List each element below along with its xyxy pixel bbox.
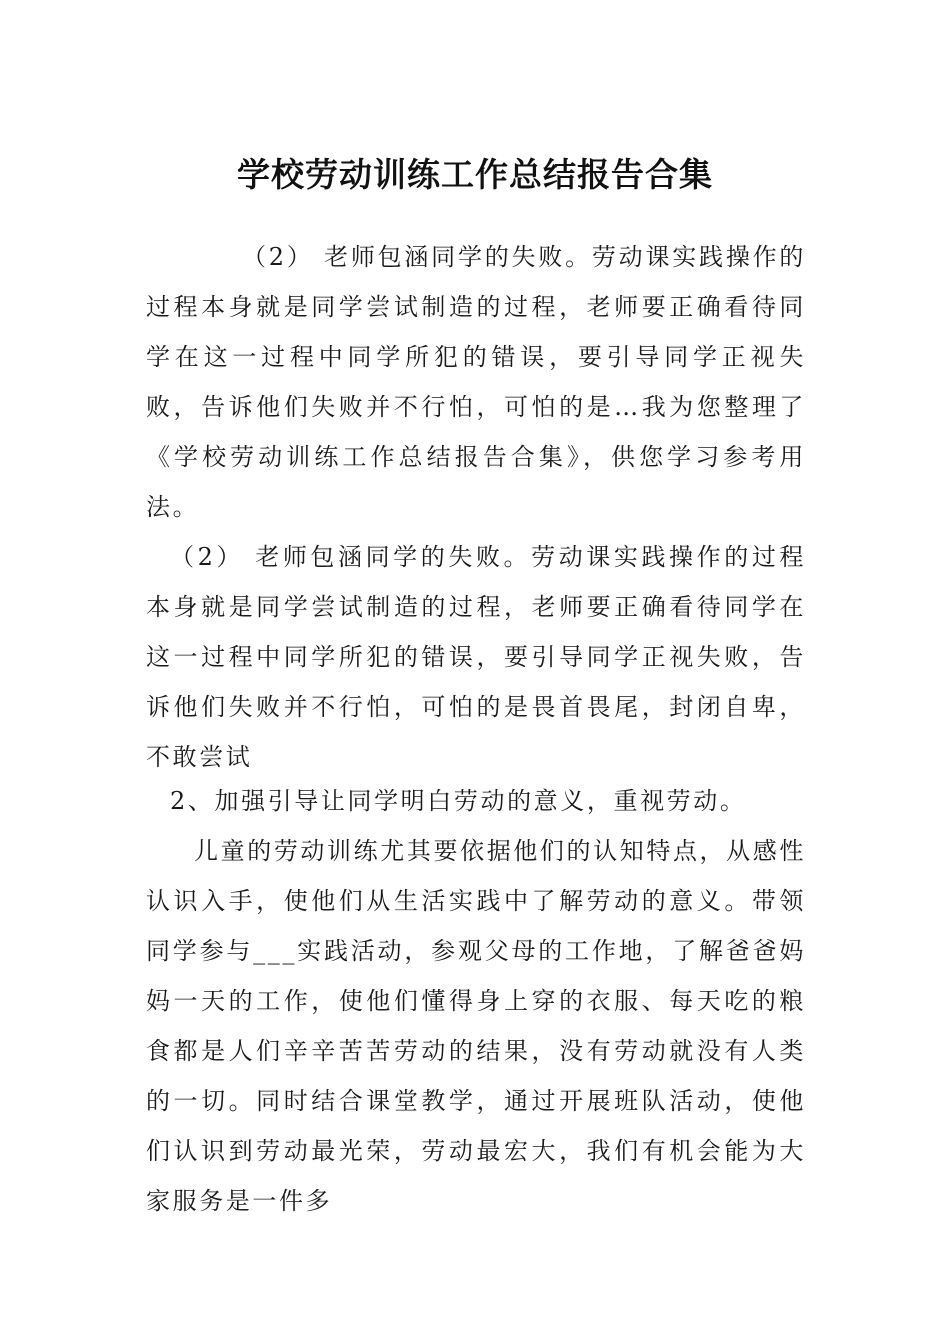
paragraph-labor-meaning: 儿童的劳动训练尤其要依据他们的认知特点，从感性认识入手，使他们从生活实践中了解劳动的意义。带领同学参与___实践活动，参观父母的工作地，了解爸爸妈妈一天的工作，使他们懂得身上穿的衣服、每天吃的粮食都是人们辛辛苦苦劳动的结果，没有劳动就没有人类的一切。同时结合课堂教学，通过开展班队活动，使他们认识到劳动最光荣，劳动最宏大，我们有机会能为大家服务是一件多 [146, 837, 806, 1215]
paragraph-teacher-tolerance: （2） 老师包涵同学的失败。劳动课实践操作的过程本身就是同学尝试制造的过程，老师要正确看待同学在这一过程中同学所犯的错误，要引导同学正视失败，告诉他们失败并不行怕，可怕的是畏首畏尾，封闭自卑，不敢尝试 [146, 543, 806, 771]
document-title: 学校劳动训练工作总结报告合集 [237, 155, 713, 195]
paragraph-section-heading: 2、加强引导让同学明白劳动的意义，重视劳动。 [170, 787, 747, 815]
paragraph-intro: （2） 老师包涵同学的失败。劳动课实践操作的过程本身就是同学尝试制造的过程，老师要正确看待同学在这一过程中同学所犯的错误，要引导同学正视失败，告诉他们失败并不行怕，可怕的是…我为您整理了《学校劳动训练工作总结报告合集》，供您学习参考用法。 [146, 243, 806, 521]
